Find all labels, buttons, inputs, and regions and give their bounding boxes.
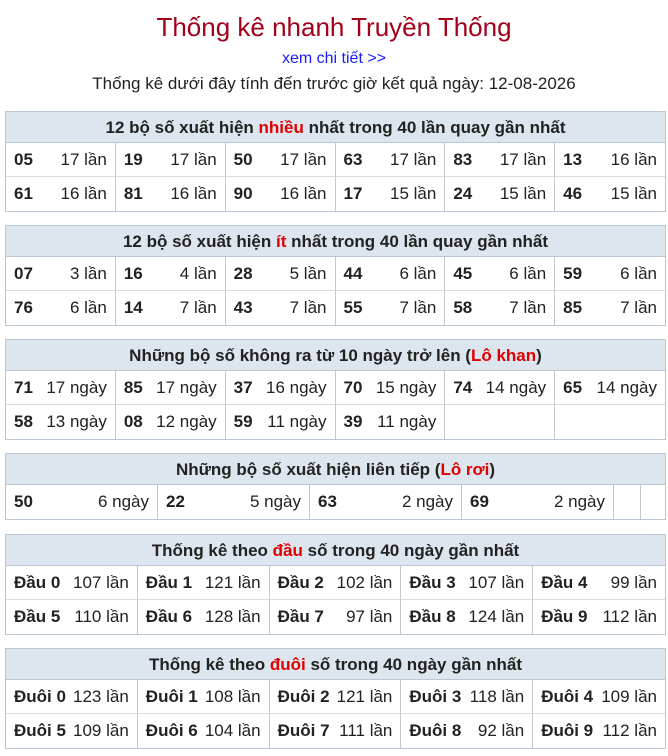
stat-number: 14 (123, 298, 143, 317)
stat-value: 109 lần (73, 721, 129, 740)
least-frequent-section (5, 225, 666, 326)
stat-value: 11 ngày (377, 412, 437, 431)
heading-text: Thống kê theo (151, 541, 273, 560)
heading-text: Thống kê theo (148, 655, 270, 674)
stat-cell (116, 177, 226, 211)
stat-value: 108 lần (204, 686, 261, 706)
stat-value: 6 lần (399, 263, 437, 283)
stat-value: 102 lần (336, 572, 393, 592)
stat-number: Đuôi 1 (145, 686, 198, 706)
duoi-section (5, 648, 666, 749)
stat-cell (614, 485, 641, 519)
stat-cell (336, 143, 446, 177)
stat-cell (6, 143, 116, 177)
stat-value: 112 lần (602, 721, 657, 740)
stat-number: Đuôi 5 (14, 721, 66, 740)
stat-number: 74 (453, 377, 473, 397)
stat-value: 15 lần (610, 184, 657, 203)
stat-cell (533, 566, 665, 600)
heading-text: Những bộ số không ra từ 10 ngày trở lên ( (129, 346, 471, 365)
stat-cell (158, 485, 310, 519)
stat-number: 24 (453, 184, 473, 203)
stat-cell (116, 405, 226, 439)
stat-value: 6 lần (509, 263, 547, 283)
stat-number: 59 (563, 263, 583, 283)
stat-value: 97 lần (346, 607, 393, 626)
stat-value: 4 lần (179, 263, 217, 283)
stat-cell (445, 405, 555, 439)
stat-number: Đầu 8 (409, 607, 456, 626)
stat-value: 17 ngày (156, 377, 217, 397)
section-heading (6, 649, 665, 680)
stat-number: 90 (233, 184, 253, 203)
stat-value: 5 lần (289, 263, 327, 283)
stat-value: 16 lần (170, 184, 217, 203)
heading-highlight: đầu (272, 541, 303, 560)
stat-value: 118 lần (469, 686, 525, 706)
stat-number: Đầu 1 (145, 572, 193, 592)
stat-value: 17 lần (499, 149, 547, 169)
stat-value: 15 lần (499, 184, 547, 203)
stat-cell (401, 600, 533, 634)
stat-value: 15 lần (390, 184, 437, 203)
stat-number: 22 (166, 492, 185, 511)
stat-number: 76 (14, 298, 33, 317)
stat-cell (336, 177, 446, 211)
stat-value: 17 ngày (46, 377, 107, 397)
stat-number: 63 (343, 149, 363, 169)
stat-number: Đuôi 4 (541, 686, 594, 706)
stat-number: 55 (343, 298, 363, 317)
stat-value: 110 lần (74, 607, 129, 626)
stat-cell (6, 714, 138, 748)
stat-value: 7 lần (179, 298, 217, 317)
stat-number: 83 (453, 149, 473, 169)
stat-value: 7 lần (509, 298, 547, 317)
stat-value: 16 lần (60, 184, 107, 203)
stat-cell (401, 714, 533, 748)
stat-cell (116, 291, 226, 325)
stat-number: Đầu 2 (277, 572, 324, 592)
stat-number: 58 (14, 412, 33, 431)
stat-number: 44 (343, 263, 363, 283)
stat-number: 46 (563, 184, 583, 203)
stat-number: 81 (123, 184, 143, 203)
lo-khan-grid (6, 371, 665, 439)
heading-text: 12 bộ số xuất hiện (105, 118, 259, 137)
stat-value: 6 ngày (97, 492, 149, 511)
stat-number: 85 (123, 377, 143, 397)
stat-cell (555, 257, 665, 291)
stat-number: 05 (14, 149, 33, 169)
stat-cell (116, 371, 226, 405)
stat-number: Đầu 5 (14, 607, 61, 626)
stat-number: 59 (233, 412, 253, 431)
stat-cell (270, 566, 402, 600)
stat-value: 16 lần (280, 184, 327, 203)
dau-section (5, 534, 666, 635)
stat-cell (138, 714, 270, 748)
stat-number: 17 (343, 184, 363, 203)
heading-highlight: Lô khan (470, 346, 537, 365)
stat-cell (445, 143, 555, 177)
stat-cell (445, 257, 555, 291)
stat-cell (533, 600, 665, 634)
stat-number: 71 (14, 377, 33, 397)
stat-value: 15 ngày (375, 377, 437, 397)
stat-cell (6, 405, 116, 439)
stat-number: 07 (14, 263, 33, 283)
stat-number: Đầu 7 (277, 607, 324, 626)
stat-value: 107 lần (73, 572, 129, 592)
most-frequent-grid (6, 143, 665, 211)
stat-value: 124 lần (468, 607, 525, 626)
stat-cell (226, 291, 336, 325)
stat-value: 121 lần (204, 572, 261, 592)
heading-text: ) (536, 346, 542, 365)
stat-cell (138, 680, 270, 714)
stat-number: 61 (14, 184, 33, 203)
section-heading (6, 112, 665, 143)
stat-number: Đuôi 8 (409, 721, 462, 740)
stat-cell (270, 714, 402, 748)
detail-link[interactable]: xem chi tiết >> (281, 50, 387, 67)
stat-cell (6, 257, 116, 291)
least-frequent-grid (6, 257, 665, 325)
duoi-grid (6, 680, 665, 748)
stat-number: 50 (14, 492, 33, 511)
heading-text: ) (489, 460, 496, 479)
stat-value: 7 lần (289, 298, 327, 317)
heading-highlight: Lô rơi (440, 460, 490, 479)
stat-cell (6, 680, 138, 714)
stat-number: 43 (233, 298, 253, 317)
stat-cell (226, 257, 336, 291)
stat-value: 17 lần (390, 149, 437, 169)
stat-number: Đuôi 0 (14, 686, 66, 706)
stat-number: 65 (563, 377, 583, 397)
heading-text: số trong 40 ngày gần nhất (305, 655, 523, 674)
stat-number: 50 (233, 149, 253, 169)
section-heading (6, 226, 665, 257)
stat-value: 17 lần (60, 149, 107, 169)
heading-text: nhất trong 40 lần quay gần nhất (303, 118, 566, 137)
stat-value: 107 lần (468, 572, 525, 592)
stat-value: 6 lần (69, 298, 107, 317)
stat-value: 112 lần (602, 607, 657, 626)
stat-cell (336, 291, 446, 325)
stat-cell (310, 485, 462, 519)
stat-cell (445, 291, 555, 325)
stat-cell (555, 177, 665, 211)
stat-cell (138, 566, 270, 600)
stat-value: 2 ngày (553, 492, 605, 511)
stat-value: 14 ngày (485, 377, 547, 397)
stat-number: 63 (318, 492, 337, 511)
stat-number: Đầu 0 (14, 572, 61, 592)
section-heading (6, 340, 665, 371)
stat-number: Đuôi 9 (541, 721, 594, 740)
stat-cell (555, 405, 665, 439)
stat-cell (641, 485, 667, 519)
stat-cell (226, 177, 336, 211)
section-heading (6, 535, 665, 566)
stat-number: 39 (343, 412, 363, 431)
stat-value: 17 lần (280, 149, 327, 169)
stat-cell (116, 257, 226, 291)
stat-value: 123 lần (73, 686, 129, 706)
heading-text: nhất trong 40 lần quay gần nhất (286, 232, 549, 251)
heading-highlight: đuôi (269, 655, 306, 674)
stat-cell (226, 405, 336, 439)
stat-number: 13 (563, 149, 583, 169)
stat-value: 3 lần (69, 263, 107, 283)
stat-cell (445, 371, 555, 405)
stat-cell (555, 143, 665, 177)
stat-number: Đuôi 6 (145, 721, 198, 740)
stat-cell (555, 371, 665, 405)
stat-cell (6, 600, 138, 634)
stat-number: Đuôi 7 (277, 721, 330, 740)
stat-value: 16 ngày (266, 377, 327, 397)
stat-number: Đuôi 2 (277, 686, 330, 706)
stat-number: Đầu 3 (409, 572, 456, 592)
stat-value: 104 lần (204, 721, 261, 740)
heading-highlight: ít (276, 232, 287, 251)
lo-khan-section (5, 339, 666, 440)
stat-number: Đuôi 3 (409, 686, 462, 706)
heading-text: Những bộ số xuất hiện liên tiếp ( (175, 460, 441, 479)
stat-value: 16 lần (610, 149, 657, 169)
stat-cell (336, 257, 446, 291)
stat-cell (401, 680, 533, 714)
stat-value: 128 lần (204, 607, 261, 626)
page-title: Thống kê nhanh Truyền Thống (156, 12, 512, 42)
stat-cell (533, 680, 665, 714)
stat-cell (6, 291, 116, 325)
stat-cell (6, 177, 116, 211)
stat-cell (445, 177, 555, 211)
stat-number: Đầu 6 (145, 607, 193, 626)
stat-number: 37 (233, 377, 253, 397)
stat-cell (462, 485, 614, 519)
section-heading (6, 454, 665, 485)
stat-value: 99 lần (610, 572, 657, 592)
stat-value: 14 ngày (596, 377, 657, 397)
stat-value: 121 lần (336, 686, 393, 706)
stat-value: 109 lần (601, 686, 657, 706)
stat-value: 92 lần (477, 721, 525, 740)
stat-value: 12 ngày (156, 412, 217, 431)
stat-number: 85 (563, 298, 583, 317)
stat-cell (401, 566, 533, 600)
stat-cell (336, 371, 446, 405)
stat-value: 5 ngày (249, 492, 301, 511)
stat-cell (6, 485, 158, 519)
stat-number: 08 (123, 412, 143, 431)
stat-cell (116, 143, 226, 177)
stat-cell (6, 371, 116, 405)
stat-number: 45 (453, 263, 473, 283)
heading-text: 12 bộ số xuất hiện (122, 232, 276, 251)
stat-cell (270, 600, 402, 634)
stat-cell (138, 600, 270, 634)
lo-roi-section (5, 453, 666, 520)
stat-value: 2 ngày (401, 492, 453, 511)
stat-number: Đầu 4 (541, 572, 588, 592)
stat-value: 13 ngày (46, 412, 107, 431)
stat-number: 16 (123, 263, 143, 283)
heading-text: số trong 40 ngày gần nhất (302, 541, 520, 560)
stat-cell (533, 714, 665, 748)
lo-roi-grid (6, 485, 665, 519)
heading-highlight: nhiều (258, 118, 304, 137)
page-subtitle: Thống kê dưới đây tính đến trước giờ kết quả ngày: 12-08-2026 (92, 74, 576, 93)
stat-value: 6 lần (620, 263, 657, 283)
stat-cell (226, 371, 336, 405)
stat-number: 19 (123, 149, 143, 169)
stat-cell (336, 405, 446, 439)
stat-value: 11 ngày (267, 412, 327, 431)
stat-number: 28 (233, 263, 253, 283)
stat-number: Đầu 9 (541, 607, 588, 626)
stat-number: 69 (470, 492, 489, 511)
stat-number: 58 (453, 298, 473, 317)
dau-grid (6, 566, 665, 634)
stat-number: 70 (343, 377, 363, 397)
stat-cell (6, 566, 138, 600)
stat-cell (226, 143, 336, 177)
stat-value: 17 lần (170, 149, 217, 169)
stat-cell (270, 680, 402, 714)
stat-value: 7 lần (399, 298, 437, 317)
stat-cell (555, 291, 665, 325)
stat-value: 7 lần (620, 298, 657, 317)
stat-value: 111 lần (339, 721, 393, 740)
most-frequent-section (5, 111, 666, 212)
